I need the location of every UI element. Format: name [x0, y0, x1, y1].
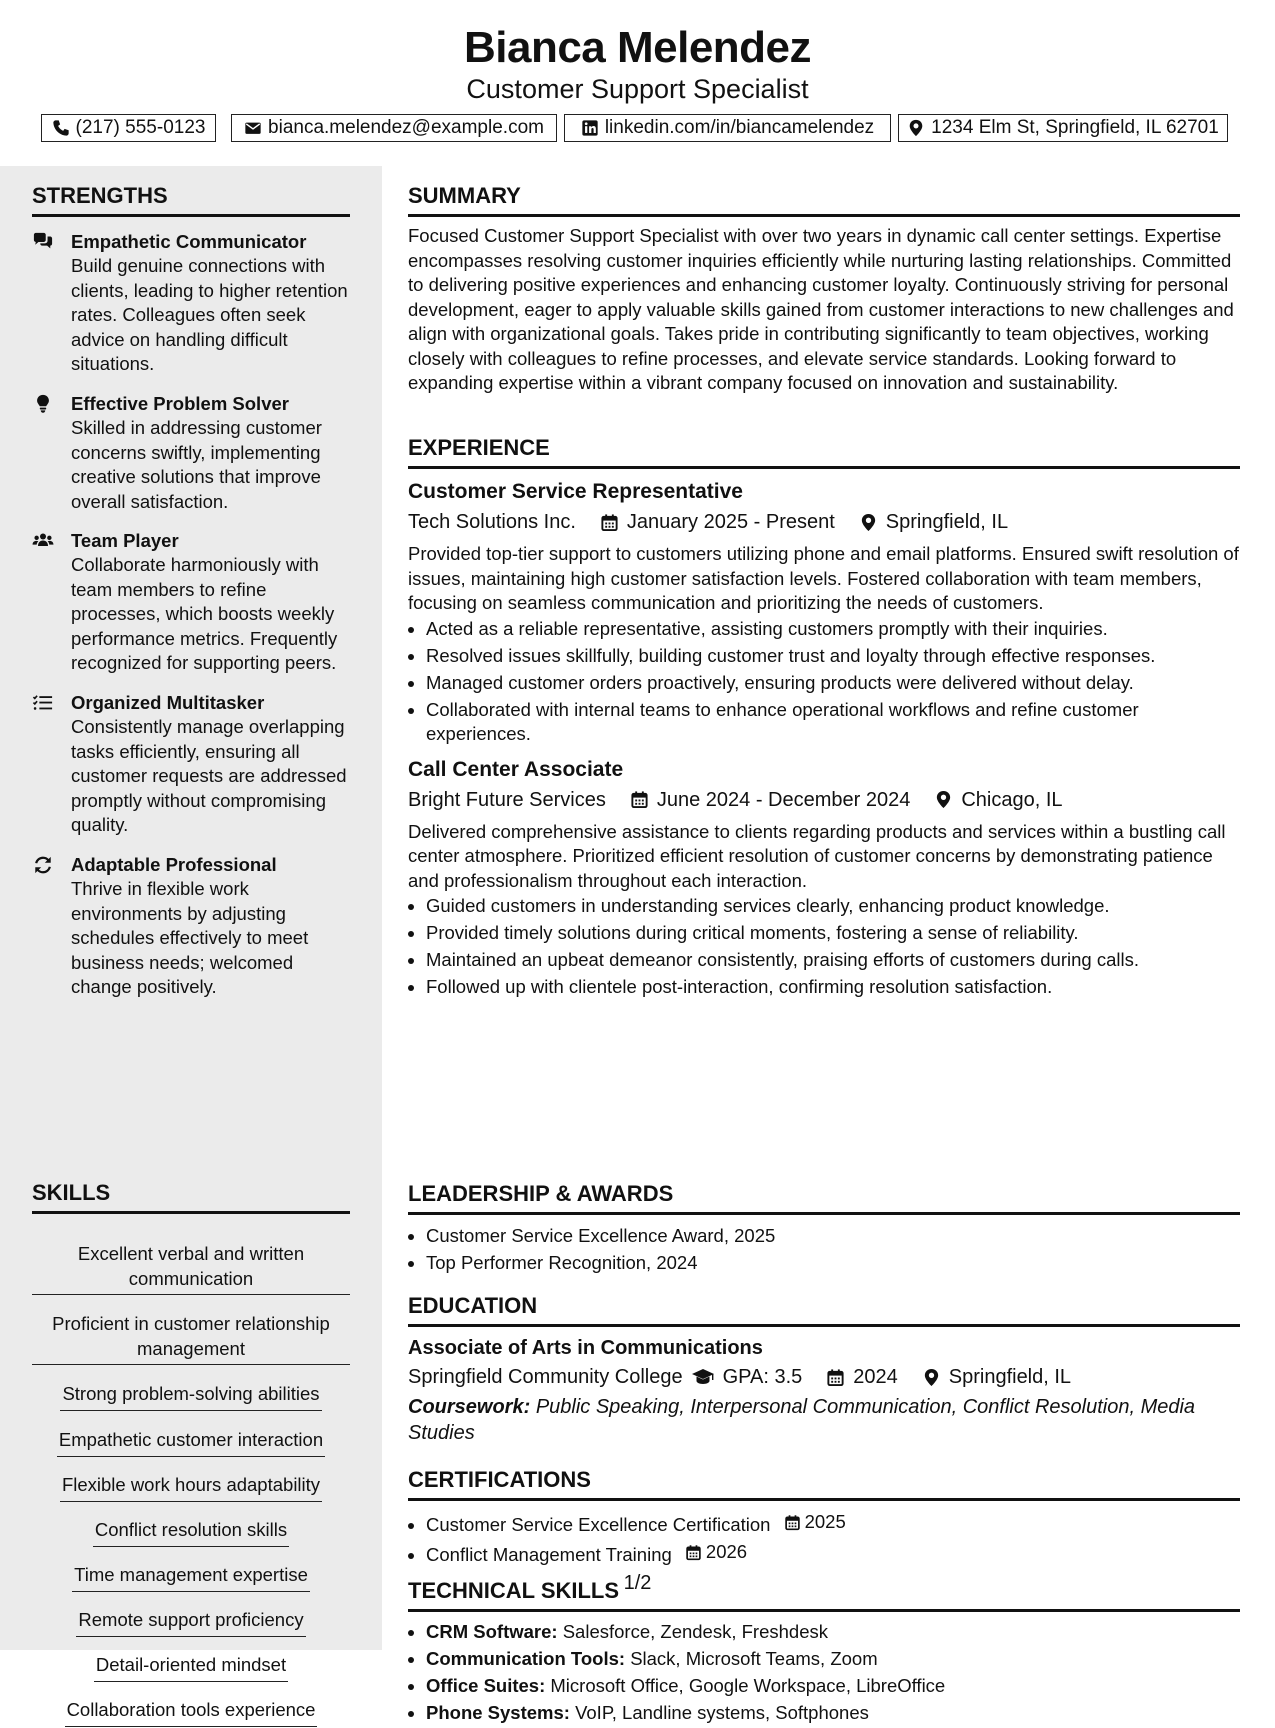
list-check-icon [32, 693, 56, 715]
awards-list [408, 1224, 1240, 1276]
technical-skill-item [426, 1701, 1240, 1726]
strength-title: Organized Multitasker [71, 692, 265, 713]
certification-year: 2025 [804, 1511, 846, 1532]
award-item: • Customer Service Excellence Award, 2025 [426, 1224, 1240, 1249]
contact-phone[interactable] [41, 114, 216, 142]
technical-skills-heading: TECHNICAL SKILLS [408, 1577, 1240, 1612]
school-name: Springfield Community College [408, 1366, 683, 1388]
map-pin-icon [934, 790, 953, 809]
strength-title: Team Player [71, 530, 179, 551]
job-meta [408, 508, 1240, 536]
education-meta [408, 1363, 1240, 1391]
technical-skill-item [426, 1674, 1240, 1699]
envelope-icon [244, 119, 262, 137]
contact-address[interactable] [898, 114, 1228, 142]
skill-item: Empathetic customer interaction [32, 1428, 350, 1457]
map-pin-icon [922, 1368, 941, 1387]
technical-skill-label: CRM Software: [426, 1621, 558, 1642]
map-pin-icon [859, 513, 878, 532]
job-bullet: • Maintained an upbeat demeanor consistently, praising efforts of customers during calls. [426, 948, 1240, 973]
technical-skill-label: Phone Systems: [426, 1702, 570, 1723]
linkedin-icon [581, 119, 599, 137]
candidate-role: Customer Support Specialist [466, 74, 809, 104]
resume-header [0, 0, 1275, 160]
education-year: 2024 [853, 1366, 898, 1388]
gpa-text: GPA: 3.5 [722, 1366, 803, 1388]
certification-year: 2026 [705, 1540, 748, 1562]
strength-title: Effective Problem Solver [71, 393, 289, 414]
calendar-icon [630, 790, 649, 809]
lightbulb-icon [32, 394, 56, 416]
strength-desc: Collaborate harmoniously with team members to refine processes, which boosts weekly performance metrics. Frequently recognized for supporting peers. [71, 554, 338, 673]
technical-skill-item [426, 1647, 1240, 1672]
strength-title: Empathetic Communicator [71, 231, 307, 252]
technical-skill-value: Microsoft Office, Google Workspace, LibreOffice [550, 1675, 946, 1696]
page-number: 1/2 [623, 1572, 652, 1594]
technical-skill-item [426, 1620, 1240, 1645]
degree-title: Associate of Arts in Communications [408, 1337, 763, 1359]
job-bullets [408, 617, 1240, 747]
job-location: Springfield, IL [885, 511, 1009, 533]
job-dates: January 2025 - Present [626, 511, 835, 533]
coursework-text: Public Speaking, Interpersonal Communication, Conflict Resolution, Media Studies [408, 1396, 1196, 1444]
job-bullet: • Provided timely solutions during critical moments, fostering a sense of reliability. [426, 921, 1240, 946]
technical-skill-label: Communication Tools: [426, 1648, 626, 1669]
job-company: Tech Solutions Inc. [408, 511, 576, 533]
technical-skills-section [408, 1577, 1240, 1728]
skill-item: Strong problem-solving abilities [32, 1382, 350, 1411]
sidebar [0, 166, 382, 1720]
sync-icon [32, 855, 56, 877]
address-text: 1234 Elm St, Springfield, IL 62701 [931, 117, 1219, 138]
coursework [408, 1394, 1240, 1446]
skills-heading: SKILLS [32, 1179, 350, 1214]
job-bullet: • Collaborated with internal teams to enhance operational workflows and refine customer experiences. [426, 698, 1240, 747]
job-company: Bright Future Services [408, 788, 606, 811]
candidate-name: Bianca Melendez [463, 23, 812, 72]
skill-item: Proficient in customer relationship management [32, 1312, 350, 1365]
strength-desc: Skilled in addressing customer concerns swiftly, implementing creative solutions that improve overall satisfaction. [71, 417, 322, 512]
calendar-icon [784, 1514, 801, 1531]
calendar-icon [685, 1544, 702, 1561]
education-heading: EDUCATION [408, 1292, 1240, 1327]
summary-section [408, 182, 1240, 396]
job-location: Chicago, IL [961, 788, 1063, 811]
awards-section [408, 1180, 1240, 1278]
certification-name: Conflict Management Training [426, 1543, 672, 1565]
experience-section [408, 434, 1240, 1002]
map-pin-icon [907, 119, 925, 137]
comments-icon [32, 232, 56, 254]
strength-item [32, 853, 354, 1000]
strengths-heading: STRENGTHS [32, 182, 350, 217]
certification-item [426, 1510, 1240, 1537]
contact-linkedin[interactable] [564, 114, 891, 142]
strength-title: Adaptable Professional [71, 854, 277, 875]
phone-icon [52, 119, 70, 137]
calendar-icon [826, 1368, 845, 1387]
phone-text: (217) 555-0123 [75, 117, 206, 138]
experience-heading: EXPERIENCE [408, 434, 1240, 469]
education-location: Springfield, IL [948, 1366, 1072, 1388]
job-description: Provided top-tier support to customers utilizing phone and email platforms. Ensured swift resolution of issues, maintaining high customer satisfaction levels. Fostered collaboration with team members, focusing on seamless communication and prioritizing the needs of customers. [408, 543, 1239, 613]
technical-skill-value: VoIP, Landline systems, Softphones [575, 1702, 869, 1723]
technical-skill-value: Salesforce, Zendesk, Freshdesk [562, 1621, 828, 1642]
job-dates: June 2024 - December 2024 [656, 788, 911, 811]
job-bullet: • Followed up with clientele post-interaction, confirming resolution satisfaction. [426, 975, 1240, 1000]
certifications-section [408, 1466, 1240, 1570]
job-bullet: • Managed customer orders proactively, ensuring products were delivered without delay. [426, 671, 1240, 696]
skill-item: Excellent verbal and written communication [32, 1242, 350, 1295]
summary-text: Focused Customer Support Specialist with over two years in dynamic call center settings. Expertise encompasses resolving customer inquiries efficiently while nurturing lasting relationships. Committed to delivering positive experiences and enhancing customer loyalty. Continuously striving for personal development, eager to apply valuable skills gained from customer interactions to new challenges and align with organizational goals. Takes pride in contributing significantly to team objectives, working closely with colleagues to refine processes, and elevate service standards. Looking forward to expanding expertise within a vibrant company focused on innovation and sustainability. [408, 225, 1234, 393]
strength-desc: Build genuine connections with clients, leading to higher retention rates. Colleagues often seek advice on handling difficult situations. [71, 255, 348, 374]
strength-desc: Consistently manage overlapping tasks efficiently, ensuring all customer requests are addressed promptly without compromising quality. [71, 716, 347, 835]
strength-item [32, 392, 354, 514]
job-bullet: • Guided customers in understanding services clearly, enhancing product knowledge. [426, 894, 1240, 919]
job-title: Customer Service Representative [408, 480, 743, 503]
job-entry [408, 478, 1240, 747]
job-meta [408, 786, 1240, 814]
job-bullet: • Acted as a reliable representative, assisting customers promptly with their inquiries. [426, 617, 1240, 642]
skill-item: Time management expertise [32, 1563, 350, 1592]
summary-heading: SUMMARY [408, 182, 1240, 217]
strength-desc: Thrive in flexible work environments by adjusting schedules effectively to meet business needs; welcomed change positively. [71, 878, 309, 997]
calendar-icon [600, 513, 619, 532]
coursework-label: Coursework: [408, 1396, 531, 1418]
skill-item: Conflict resolution skills [32, 1518, 350, 1547]
award-item: • Top Performer Recognition, 2024 [426, 1251, 1240, 1276]
certification-name: Customer Service Excellence Certification [426, 1513, 771, 1535]
strength-item [32, 529, 354, 676]
email-text: bianca.melendez@example.com [268, 117, 544, 138]
skill-item: Collaboration tools experience [32, 1698, 350, 1727]
contact-email[interactable] [231, 114, 557, 142]
skill-item: Remote support proficiency [32, 1608, 350, 1637]
strength-item [32, 691, 354, 838]
skill-item: Detail-oriented mindset [32, 1653, 350, 1682]
job-bullets [408, 894, 1240, 1000]
linkedin-text: linkedin.com/in/biancamelendez [604, 117, 875, 138]
awards-heading: LEADERSHIP & AWARDS [408, 1180, 1240, 1215]
technical-skill-label: Office Suites: [426, 1675, 546, 1696]
users-icon [32, 531, 56, 553]
skill-item: Flexible work hours adaptability [32, 1473, 350, 1502]
certifications-heading: CERTIFICATIONS [408, 1466, 1240, 1501]
job-title: Call Center Associate [408, 757, 624, 781]
technical-skills-list [408, 1620, 1240, 1726]
graduation-cap-icon [691, 1367, 715, 1387]
education-section [408, 1292, 1240, 1446]
job-description: Delivered comprehensive assistance to clients regarding products and services within a bustling call center atmosphere. Prioritized efficient resolution of customer concerns by demonstrating patience and professionalism throughout each interaction. [408, 820, 1226, 891]
strength-item [32, 230, 354, 377]
job-entry [408, 756, 1240, 1000]
job-bullet: • Resolved issues skillfully, building customer trust and loyalty through effective responses. [426, 644, 1240, 669]
technical-skill-value: Slack, Microsoft Teams, Zoom [630, 1648, 878, 1669]
certifications-list [408, 1510, 1240, 1567]
contact-bar [0, 114, 1275, 144]
certification-item [426, 1540, 1240, 1567]
